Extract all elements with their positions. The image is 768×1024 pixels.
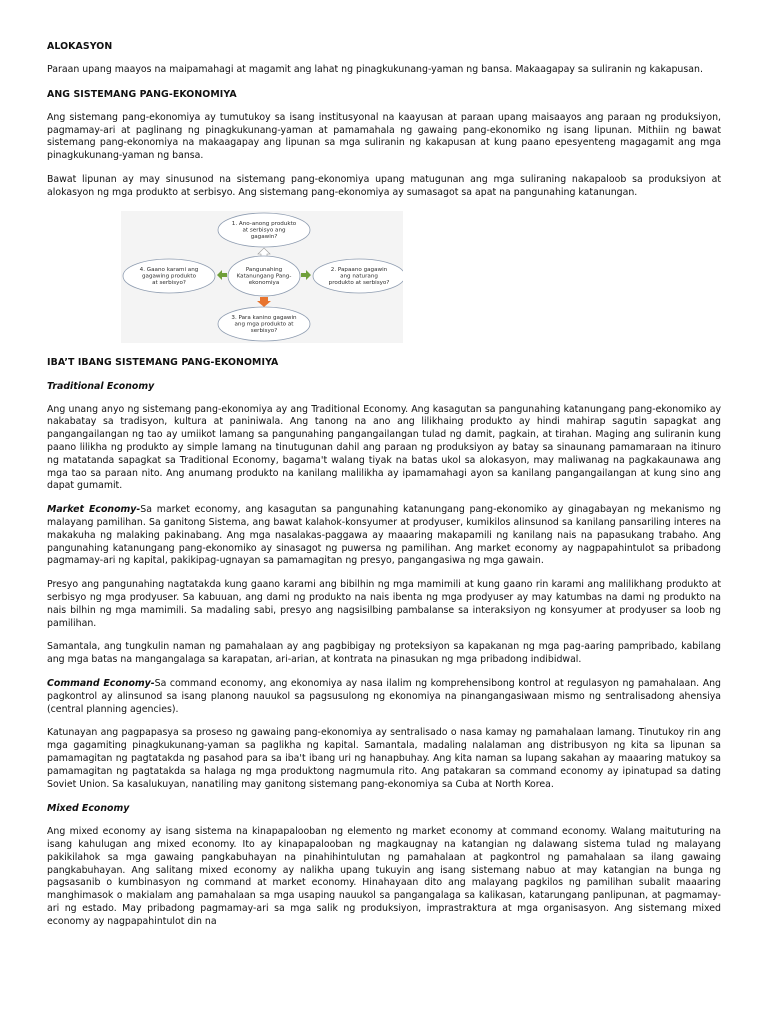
center-line-1: Pangunahing (245, 266, 283, 273)
market-paragraph-1-text: Sa market economy, ang kasagutan sa pangunahing katanungang pang-ekonomiko ay ginagabayan ng mekanismo ng malayang pamilihan. Sa ganitong Sistema, ang bawat kalahok-konsyumer at prodyuser, kumikilos alinsunod sa kanilang pansariling interes na makakuha ng malaking pakinabang. Ang mga nasalakas-paggawa ay maaaring makapamili ng kanilang nais na papasukang trabaho. Ang pangunahing katanungang pang-ekonomiko ay sinasagot ng puwersa ng pamilihan. Ang market economy ay nagpapahintulot sa pribadong pagmamay-ari ng kapital, pakikipag-ugnayan sa pamamagitan ng presyo, pangangasiwa ng mga gawain. (47, 504, 721, 567)
q2-line-2: ang naturang (340, 273, 378, 280)
q1-line-2: at serbisyo ang (242, 227, 286, 234)
q4-line-3: at serbisyo? (152, 279, 186, 286)
market-lead: Market Economy- (47, 504, 141, 516)
q2-line-1: 2. Papaano gagawin (330, 266, 388, 273)
ibat-heading: IBA’T IBANG SISTEMANG PANG-EKONOMIYA (47, 356, 279, 368)
command-paragraph-2: Katunayan ang pagpapasya sa proseso ng gawaing pang-ekonomiya ay sentralisado o nasa kamay ng pamahalaan lamang. Tinutukoy rin ang mga gagamiting pinagkukunang-yaman sa paglikha ng kapital. Samantala, madaling nalalaman ang distribusyon ng kita sa lipunan sa pamamagitan ng pagtatakda ng pasahod para sa iba't ibang uri ng hanapbuhay. Ang kita naman sa lupang sakahan ay maaaring matukoy sa pamamagitan ng pagtatakda sa halaga ng mga produktong nagmumula rito. Ang patakaran sa command economy ay ipinatupad sa dating Soviet Union. Sa kasalukuyan, nanatiling may ganitong sistemang pang-ekonomiya sa Cuba at North Korea. (47, 727, 721, 790)
svg-text:ang mga produkto at (234, 321, 294, 327)
sistema-heading: ANG SISTEMANG PANG-EKONOMIYA (47, 88, 237, 100)
alokasyon-paragraph: Paraan upang maayos na maipamahagi at magamit ang lahat ng pinagkukunang-yaman ng bansa. Makaagapay sa suliranin ng kakapusan. (47, 64, 703, 75)
traditional-paragraph: Ang unang anyo ng sistemang pang-ekonomiya ay ang Traditional Economy. Ang kasagutan sa pangunahing katanungang pang-ekonomiko ay nakabatay sa tradisyon, kultura at paniniwala. Ang tanong na ano ang lilikhaing produkto ay hindi mahirap sagutin sapagkat ang pangangailangan ng tao ay umiikot lamang sa pangunahing pangangailangan tulad ng damit, pagkain, at tirahan. Maging ang suliranin kung paano lilikha ng produkto ay simple lamang na tinutugunan dahil ang paraan ng produksiyon ay batay sa sinaunang pamamaraan na itinuro ng matatanda sapagkat sa Traditional Economy, bagama't walang tiyak na batas ukol sa alokasyon, may maliwanag na pagkakaunawa ang mga tao sa paraan nito. Ang anumang produkto na kanilang malilikha ay ipamamahagi ayon sa kanilang pangangailangan at kung sino ang dapat gumamit. (47, 403, 721, 492)
svg-text:4. Gaano karami ang (140, 267, 199, 273)
command-lead: Command Economy- (47, 677, 155, 689)
q4-line-2: gagawing produkto (141, 273, 197, 280)
svg-text:ang naturang (340, 273, 378, 279)
sistema-paragraph-2: Bawat lipunan ay may sinusunod na sistemang pang-ekonomiya upang matugunan ang mga suliraning nakapaloob sa produksiyon at alokasyon ng mga produkto at serbisyo. Ang sistemang pang-ekonomiya ay sumasagot sa apat na pangunahing katanungan. (47, 173, 721, 198)
economic-questions-diagram (121, 211, 403, 343)
mixed-paragraph: Ang mixed economy ay isang sistema na kinapapalooban ng elemento ng market economy at command economy. Walang maituturing na isang kahulugan ang mixed economy. Ito ay kinapapalooban ng magkaugnay na katangian ng dalawang sistema tulad ng malayang pakikilahok sa mga gawaing pangkabuhayan na pinahihintulutan ng pamahalaan at pagkontrol ng pamahalaan sa ilang gawaing pangkabuhayan. Ang salitang mixed economy ay nalikha upang tukuyin ang isang sistemang nabuo at may katangian na bunga ng pagsasanib o kumbinasyon ng command at market economy. Hinahayaan dito ang malayang pagkilos ng pamilihan subalit maaaring manghimasok o makialam ang pamahalaan sa mga usaping nauukol sa pangangalaga sa kalikasan, katarungang panlipunan, at pagmamay-ari ng estado. May pribadong pagmamay-ari sa mga salik ng produksiyon, imprastraktura at mga organisasyon. Ang sistemang mixed economy ay nagpapahintulot din na (47, 826, 721, 927)
svg-text:3. Para kanino gagawin (231, 315, 297, 321)
q3-line-3: serbisyo? (250, 327, 278, 334)
alokasyon-heading: ALOKASYON (47, 41, 113, 52)
traditional-subheading: Traditional Economy (47, 380, 155, 392)
sistema-paragraph-1: Ang sistemang pang-ekonomiya ay tumutukoy sa isang institusyonal na kaayusan at paraan upang maisaayos ang paraan ng produksiyon, pagmamay-ari at paglinang ng pinagkukunang-yaman at pamamahala ng gawaing pang-ekonomiko ng isang lipunan. Mithiin ng bawat sistemang pang-ekonomiya na makaagapay ang lipunan sa mga suliranin ng kakapusan at kung paano epesyenteng magagamit ang mga pinagkukunang-yaman ng bansa. (47, 111, 721, 162)
command-paragraph-1-text: Sa command economy, ang ekonomiya ay nasa ilalim ng komprehensibong kontrol at regulasyon ng pamahalaan. Ang pagkontrol ay alinsunod sa isang planong nauukol sa pagsusulong ng ekonomiya na pinangangasiwaan mismo ng sentralisadong ahensiya (central planning agencies). (47, 677, 721, 715)
diagram-svg (121, 211, 403, 343)
svg-text:at serbisyo? (152, 280, 186, 286)
market-paragraph-1 (47, 504, 721, 568)
center-line-2: Katanungang Pang- (236, 273, 292, 280)
q1-line-1: 1. Ano-anong produkto (231, 220, 297, 227)
mixed-subheading: Mixed Economy (47, 803, 130, 815)
svg-text:serbisyo? (251, 328, 277, 334)
market-paragraph-2: Presyo ang pangunahing nagtatakda kung gaano karami ang bibilhin ng mga mamimili at kung gaano rin karami ang malilikhang produkto at serbisyo ng mga prodyuser. Sa kabuuan, ang dami ng produkto na nais ibenta ng mga prodyuser ay may katumbas na dami ng produkto na nais bilhin ng mga mamimili. Sa madaling sabi, presyo ang nagsisilbing pambalanse sa interaksiyon ng konsyumer at prodyuser sa loob ng pamilihan. (47, 579, 721, 629)
q1-line-3: gagawin? (250, 233, 278, 240)
svg-text:produkto at serbisyo? (329, 280, 390, 286)
command-paragraph-1 (47, 678, 721, 716)
svg-text:ekonomiya (249, 280, 280, 286)
q4-line-1: 4. Gaano karami ang (139, 266, 199, 273)
market-paragraph-3: Samantala, ang tungkulin naman ng pamahalaan ay ang pagbibigay ng proteksiyon sa kapakanan ng mga pag-aaring pampribado, kabilang ang mga batas na mangangalaga sa karapatan, ari-arian, at kontrata na pinasukan ng mga pribadong indibidwal. (47, 641, 721, 666)
svg-text:gagawing produkto (142, 273, 197, 279)
q3-line-2: ang mga produkto at (234, 321, 294, 328)
q3-line-1: 3. Para kanino gagawin (231, 314, 297, 321)
svg-text:2. Papaano gagawin (331, 267, 388, 273)
svg-text:Pangunahing (246, 267, 283, 273)
document-page (47, 40, 721, 940)
svg-text:Katanungang Pang- (237, 273, 292, 279)
svg-text:gagawin? (251, 234, 278, 240)
center-line-3: ekonomiya (248, 279, 280, 286)
svg-text:1. Ano-anong produkto (232, 221, 297, 227)
q2-line-3: produkto at serbisyo? (328, 279, 390, 286)
svg-text:at serbisyo ang (242, 227, 286, 233)
